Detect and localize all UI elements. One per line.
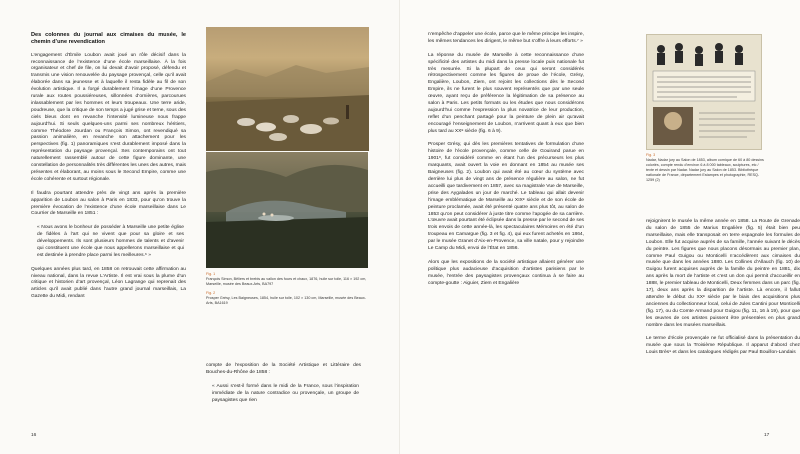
painting-prosper-gresy: [206, 152, 368, 268]
figure-caption: [206, 272, 371, 287]
paragraph: L’engagement d’Émile Loubon avait joué un rôle décisif dans la reconnaissance de l’existence d’une école marseillaise. À la fois organisateur et chef de file, on lui devait d’avoir proposé, défendu et transmis une vision renouvelée du paysage provençal, celle qu’il avait élaborée dans sa jeunesse et à laquelle il resta fidèle au fil de son évolution artistique. Il a forgé durablement l’image d’une Provence rurale aux routes poussiéreuses, sillonnées d’ornières, parcourues inlassablement par les hommes et leurs troupeaux. Une terre aride, poudreuse, que la critique de son temps a jugé grise et terne, sous des ciels bleus dont en revanche l’intensité lumineuse nous frappe aujourd’hui. Si seuls quelques-uns parmi ses nombreux héritiers, comme Théodore Jourdan ou François Simon, ont revendiqué sa passion animalière, en revanche son attachement pour les perspectives (fig. 1) panoramiques s’est durablement imposé dans la représentation du paysage provençal. Ses contemporains ont tout naturellement rassemblé autour de cette figure dominante, une constellation de personnalités très différentes les unes des autres, mais présentes et élaborant, au moins sous le Second Empire, comme une école cohérente et surtout régionale.: [31, 52, 186, 182]
figure-caption-text: Prosper Grésy, Les Baigneuses, 1854, huile sur toile, 102 × 130 cm, Marseille, musée des Beaux-Arts, BA1619: [206, 296, 366, 305]
right-column-1: [428, 32, 584, 294]
right-page: [400, 0, 800, 454]
paragraph: La réponse du musée de Marseille à cette reconnaissance d’une spécificité des artistes du midi dans la presse locale puis nationale fut très mesurée. Si la plupart de ceux qui seront considérés rétrospectivement comme les figures de proue de l’école, Grésy, Engalière, Loubon, Ziem, ont rejoint les collections dès le Second Empire, ils ne furent le plus souvent représentés que par une seule œuvre, ayant reçu de préférence la légitimation de sa présence au salon à Paris. Les petits formats ou les études que nous considérons aujourd’hui comme l’expression la plus novatrice de leur production, reflet d’un penchant partagé pour la peinture de plein air qu’avait encouragé l’enseignement de Loubon, n’arrivent quant à eux que bien plus tard au XXᵉ siècle (fig. 6 à 9).: [428, 52, 584, 134]
left-captions: [206, 272, 371, 310]
paragraph: compte de l’exposition de la Société Artistique et Littéraire des Bouches-du-Rhône de 1858 :: [206, 363, 361, 375]
figure-label: Fig. 3: [646, 153, 656, 157]
nadar-print: [646, 34, 762, 150]
figure-caption: [646, 153, 766, 183]
figure-caption-text: Nadar, Nadar jury au Salon de 1853, album comique de 60 à 80 dessins coloriés, compte rendu d’environ 6 à 8 000 tableaux, sculptures, etc / texte et dessin par Nadar. Nadar jury au Salon de 1853. Bibliothèque nationale de France, département Estampes et photographie, RESQ-1259 (2): [646, 158, 764, 182]
paragraph: Le terme d’école provençale ne fut officialisé dans la présentation du musée que sous la Troisième République. Il apparut d’abord chez Louis Brès⁹ et dans les catalogues rédigés par Paul Bouillon-Landais: [646, 336, 800, 356]
painting-francois-simon: [206, 27, 369, 151]
right-caption: [646, 153, 766, 187]
page-number: 17: [764, 433, 770, 438]
figure-label: Fig. 2: [206, 291, 216, 295]
left-column-1: [31, 32, 186, 308]
figure-label: Fig. 1: [206, 272, 216, 276]
section-heading: Des colonnes du journal aux cimaises du musée, le chemin d’une revendication: [31, 32, 186, 46]
left-column-2: [206, 363, 361, 411]
block-quote: « Nous avons le bonheur de posséder à Marseille une petite église de fidèles à l’art qui ne vivent que pour sa gloire et ses développements. Ils sont plusieurs hommes de talents et d’avenir qui constituent une école que nous appellerons marseillaise et qui est destinée à prendre place parmi les meilleures.⁶ »: [37, 225, 184, 258]
page-number: 16: [31, 433, 37, 438]
paragraph: Alors que les expositions de la société artistique allaient générer une politique plus audacieuse d’acquisition d’artistes parisiens par le musée, l’entrée des paysagistes provençaux continua à se faire au compte-goutte : Aiguier, Ziem et Engalière: [428, 259, 584, 286]
right-column-2: [646, 219, 800, 364]
paragraph: Quelques années plus tard, en 1858 on retrouvait cette affirmation au niveau national, dans la revue L’Artiste. Il est vrai sous la plume d’un critique et historien d’art provençal, Léon Lagrange qui reprenait des articles qu’il avait publié dans l’autre grand journal marseillais, La Gazette du Midi, rendant: [31, 266, 186, 300]
block-quote: « Aussi s’est-il formé dans le midi de la France, sous l’inspiration immédiate de la nature contradice ou provençale, un groupe de paysagistes que rien: [212, 383, 359, 403]
paragraph: Prosper Grésy, qui dès les premières tentatives de formulation d’une histoire de l’école provençale, comme celle de Gouirand parue en 1901⁸, fut considéré comme en étant l’un des précurseurs les plus marquants, avait ouvert la voie en donnant en 1854 au musée ses Baigneuses (fig. 2). Loubon qui avait été au cœur du système avec derrière lui plus de vingt ans de présence régulière au salon, ne fut accueilli que tardivement en 1857, avec sa magistrale Vue de Marseille, prise des Aygalades un jour de marché. Le tableau qui allait devenir l’image emblématique de Marseille au XIXᵉ siècle et de son école de peinture proclamée, avait été présenté quatre ans plus tôt, au salon de 1853 qu’on peut considérer à juste titre comme l’apogée de sa carrière. L’œuvre avait pourtant été éclipsée dans la presse par le second de ses trois envois de cette année-là, les spectaculaires Mémoires en été d’un troupeau en Camargue (fig. 3 et fig. 4), qui eux furent achetés en 1864, par le musée Granet d’Aix-en-Provence, sa ville natale, pour y rejoindre Le Camp du Midi, envoi de l’État en 1856.: [428, 142, 584, 252]
paragraph: rejoignirent le musée la même année en 1858. La Route de Grenade du salon de 1855 de Marius Engalière (fig. 5) était bien peu marseillaise, mais elle transposait en terre espagnole les formules de Loubon. Elle fut acquise auprès de sa famille, l’année suivant le décès du peintre. Les figures que nous placons désormais au premier plan, comme Paul Guigou ou Monticelli n’accédèrent aux cimaises du musée que dans les années 1880. Les Collines d’Allauch (fig. 10) de Guigou furent acquises auprès de la famille du peintre en 1881, dix ans après la mort de l’artiste et c’est un don qui permit d’accueillir en 1888, le premier tableau de Monticelli, Deux femmes dans un parc (fig. 17), deux ans après la disparition de l’artiste. Là encore, il fallut attendre le début du XXᵉ siècle par le biais des acquisitions plus anciennes du collectionneur local, celui de Jules Cantini pour Monticelli (fig. 17), ou du Comte Armand pour Guigou (fig. 11, 16 à 19), pour que les œuvres de ces artistes puissent être présentées en plus grand nombre dans les musées marseillais.: [646, 219, 800, 328]
figure-caption: [206, 291, 371, 306]
figure-caption-text: François Simon, Bêliers et brebis au vallon des fours et chaux, 1876, huile sur toile, 116 × 192 cm, Marseille, musée des Beaux-Arts, BA797: [206, 277, 367, 286]
paragraph: n’empêche d’appeler une école, parce que le même principe les inspire, les mêmes tendances les dirigent, le même but s’offre à leurs efforts.⁷ »: [428, 32, 584, 44]
paragraph: Il faudra pourtant attendre près de vingt ans après la première apparition de Loubon au salon à Paris en 1833, pour qu’on trouve la première évocation de l’existence d’une école marseillaise dans Le Courrier de Marseille en 1851 :: [31, 190, 186, 217]
